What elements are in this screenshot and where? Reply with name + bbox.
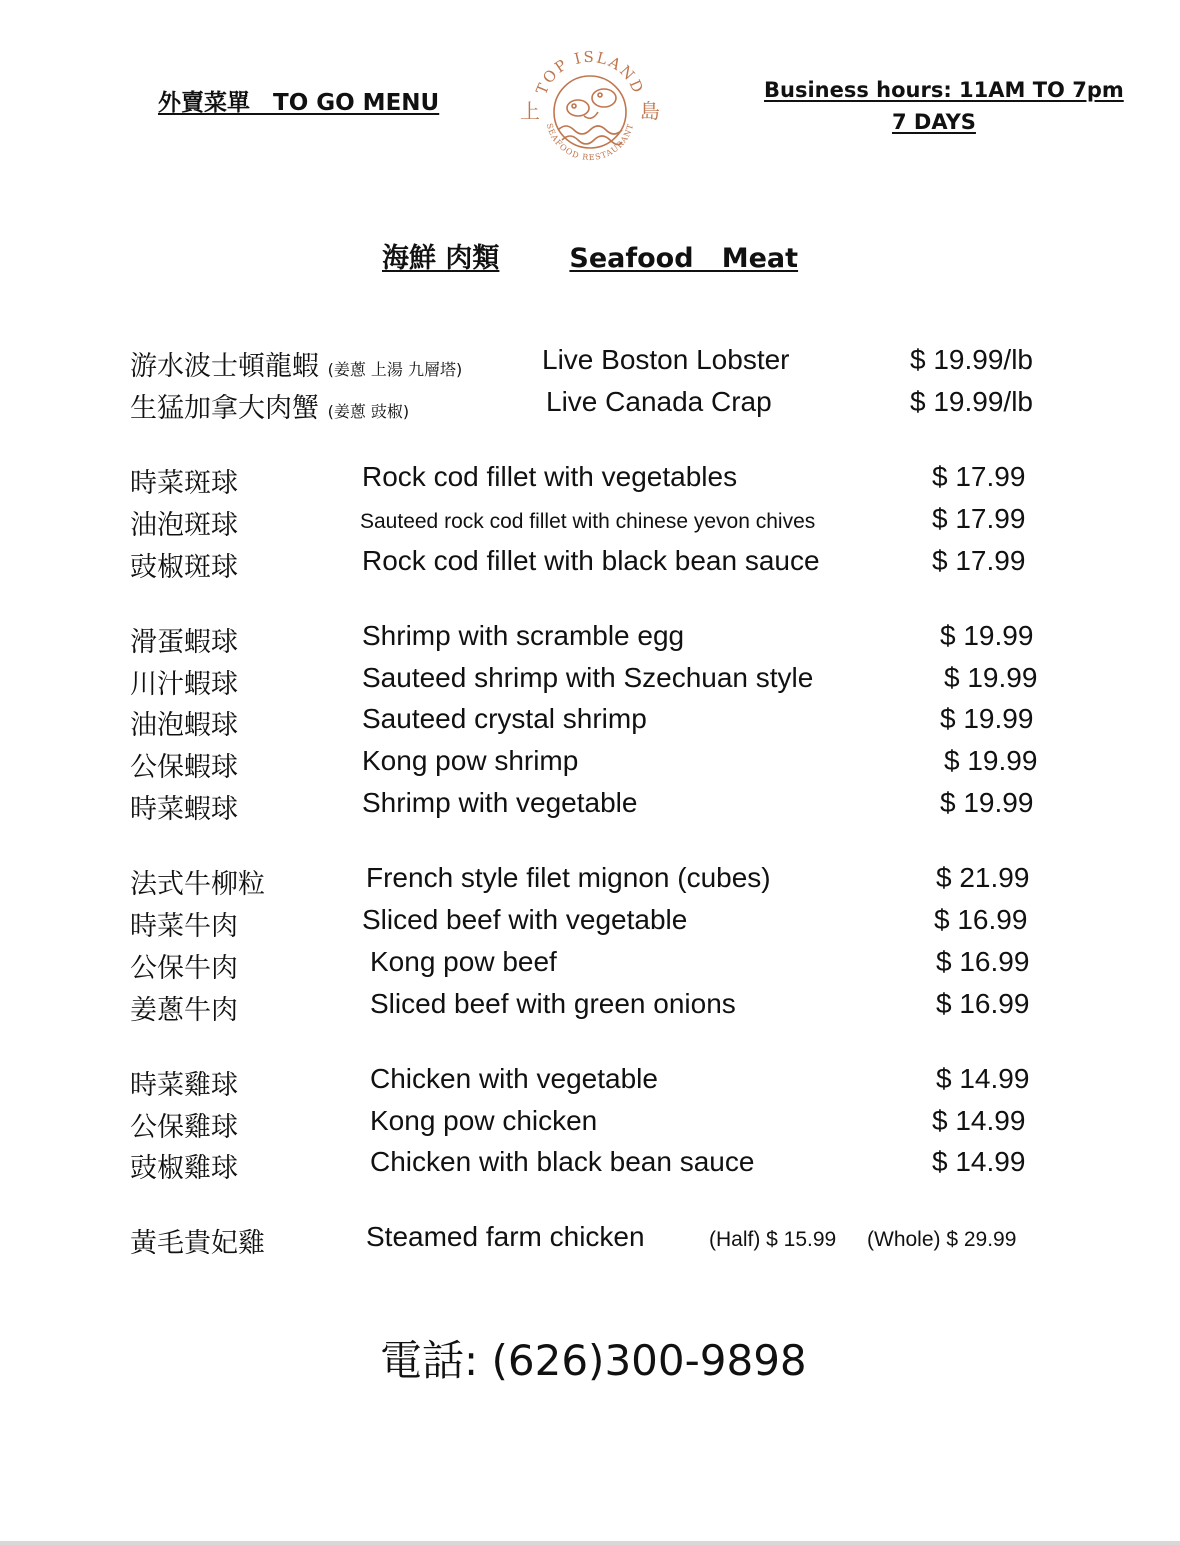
item-name-en: Steamed farm chicken <box>366 1221 645 1252</box>
item-price: $ 16.99 <box>934 904 1028 935</box>
menu-item <box>0 1063 1180 1103</box>
item-price: $ 19.99 <box>944 662 1038 693</box>
item-price: $ 19.99/lb <box>910 386 1033 417</box>
item-price: $ 14.99 <box>936 1063 1030 1094</box>
item-name-en: Rock cod fillet with vegetables <box>362 461 738 492</box>
item-name-zh: 黃毛貴妃雞 <box>130 1228 265 1259</box>
item-name-zh: 生猛加拿大肉蟹 (姜蔥 豉椒) <box>130 393 410 424</box>
item-note: (姜蔥 豉椒) <box>327 402 410 421</box>
item-price: $ 19.99 <box>940 620 1034 651</box>
menu-item <box>0 703 1180 743</box>
menu-item <box>0 1221 1180 1261</box>
menu-item <box>0 745 1180 785</box>
business-days: 7 DAYS <box>892 110 976 134</box>
item-name-zh: 公保蝦球 <box>130 752 238 783</box>
item-name-zh: 時菜斑球 <box>130 468 238 499</box>
menu-item <box>0 620 1180 660</box>
item-name-zh: 法式牛柳粒 <box>130 869 265 900</box>
item-name-en: Chicken with black bean sauce <box>370 1146 755 1177</box>
item-name-en: Kong pow beef <box>370 946 557 977</box>
logo-char-left: 上 <box>520 99 540 123</box>
item-price: $ 16.99 <box>936 946 1030 977</box>
item-price-half: (Half) $ 15.99 <box>709 1228 837 1251</box>
item-name-zh: 時菜蝦球 <box>130 794 238 825</box>
logo-icon <box>514 46 666 174</box>
item-note: (姜蔥 上湯 九層塔) <box>327 360 463 379</box>
item-name-zh: 豉椒斑球 <box>130 552 238 583</box>
item-name-zh: 游水波士頓龍蝦 (姜蔥 上湯 九層塔) <box>130 351 463 382</box>
item-price: $ 19.99/lb <box>910 344 1033 375</box>
section-title-zh: 海鮮 肉類 <box>382 243 500 274</box>
menu-item <box>0 904 1180 944</box>
phone-number: 電話: (626)300-9898 <box>380 1336 807 1385</box>
item-price: $ 14.99 <box>932 1146 1026 1177</box>
item-name-en: Live Boston Lobster <box>542 344 790 375</box>
item-name-en: French style filet mignon (cubes) <box>366 862 771 893</box>
item-name-en: Shrimp with scramble egg <box>362 620 685 651</box>
item-name-en: Rock cod fillet with black bean sauce <box>362 545 820 576</box>
restaurant-logo <box>514 46 666 174</box>
menu-item <box>0 662 1180 702</box>
item-name-zh: 時菜雞球 <box>130 1070 238 1101</box>
item-name-zh: 姜蔥牛肉 <box>130 995 238 1026</box>
menu-item <box>0 1105 1180 1145</box>
menu-item <box>0 545 1180 585</box>
item-name-en: Chicken with vegetable <box>370 1063 658 1094</box>
item-name-en: Sauteed rock cod fillet with chinese yevon chives <box>360 510 816 533</box>
item-name-en: Sliced beef with green onions <box>370 988 736 1019</box>
item-price: $ 17.99 <box>932 461 1026 492</box>
menu-item <box>0 988 1180 1028</box>
item-price: $ 17.99 <box>932 545 1026 576</box>
menu-item <box>0 862 1180 902</box>
item-name-zh: 油泡蝦球 <box>130 710 238 741</box>
item-price: $ 19.99 <box>940 787 1034 818</box>
item-name-zh: 油泡斑球 <box>130 510 238 541</box>
item-name-en: Kong pow shrimp <box>362 745 579 776</box>
logo-text-bottom: SEAFOOD RESTAURANT <box>544 122 636 163</box>
item-name-zh: 時菜牛肉 <box>130 911 238 942</box>
item-price: $ 21.99 <box>936 862 1030 893</box>
item-name-zh: 豉椒雞球 <box>130 1153 238 1184</box>
item-name-en: Sauteed crystal shrimp <box>362 703 647 734</box>
menu-title: 外賣菜單 TO GO MENU <box>158 90 440 116</box>
menu-item <box>0 787 1180 827</box>
menu-item <box>0 344 1180 384</box>
section-title <box>382 236 798 275</box>
menu-item <box>0 461 1180 501</box>
menu-item <box>0 503 1180 543</box>
item-name-en: Kong pow chicken <box>370 1105 598 1136</box>
item-price: $ 16.99 <box>936 988 1030 1019</box>
menu-item <box>0 386 1180 426</box>
business-hours: Business hours: 11AM TO 7pm <box>764 78 1124 102</box>
item-name-zh: 川汁蝦球 <box>130 669 238 700</box>
item-price: $ 19.99 <box>944 745 1038 776</box>
item-name-zh: 公保雞球 <box>130 1112 238 1143</box>
logo-char-right: 島 <box>640 99 660 123</box>
item-price: $ 17.99 <box>932 503 1026 534</box>
item-name-en: Live Canada Crap <box>546 386 772 417</box>
item-name-en: Sauteed shrimp with Szechuan style <box>362 662 814 693</box>
item-name-zh: 滑蛋蝦球 <box>130 627 238 658</box>
item-name-en: Sliced beef with vegetable <box>362 904 688 935</box>
item-price-whole: (Whole) $ 29.99 <box>867 1228 1017 1251</box>
logo-text-top: TOP ISLAND <box>532 47 648 98</box>
menu-item <box>0 946 1180 986</box>
menu-item <box>0 1146 1180 1186</box>
item-price: $ 14.99 <box>932 1105 1026 1136</box>
page-bottom-divider <box>0 1541 1180 1545</box>
item-price: $ 19.99 <box>940 703 1034 734</box>
item-name-en: Shrimp with vegetable <box>362 787 638 818</box>
item-name-zh: 公保牛肉 <box>130 953 238 984</box>
section-title-en: Seafood Meat <box>569 243 799 274</box>
svg-text:TOP ISLAND <box>532 48 647 97</box>
